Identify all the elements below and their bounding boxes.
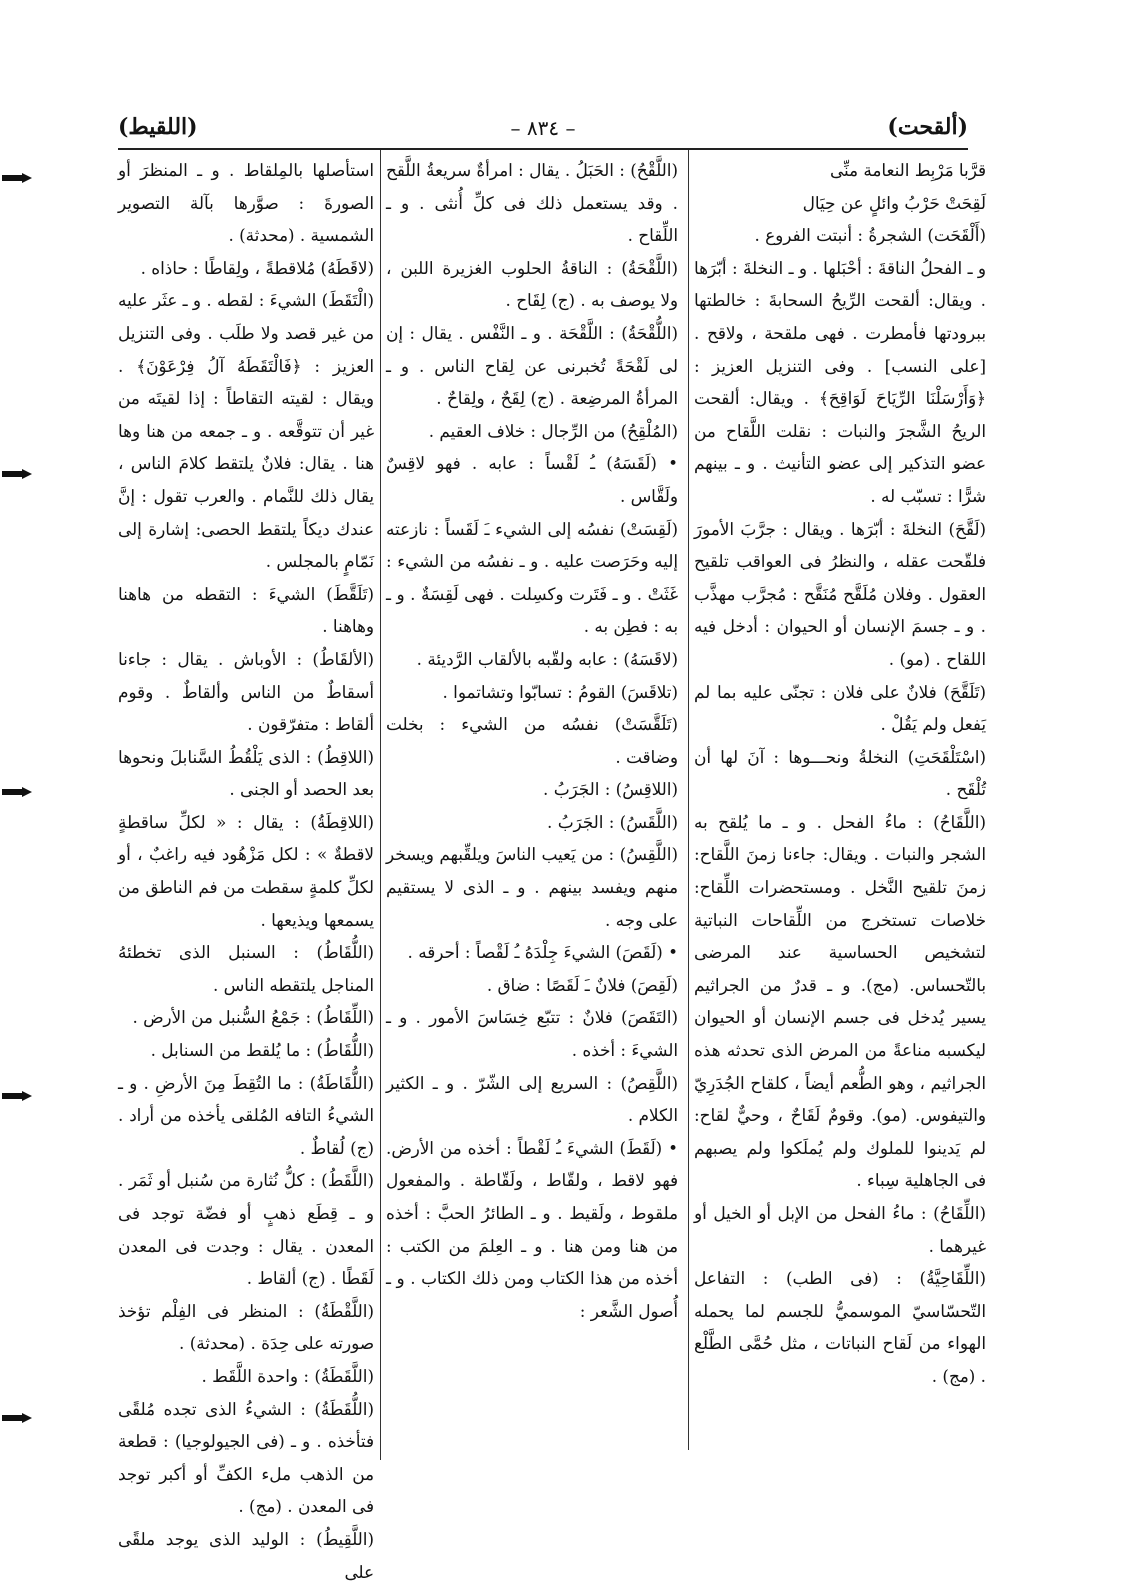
entry: استأصلها بالمِلقاط . و ـ المنظرَ أو الصورةَ : صوَّرها بآلة التصوير الشمسية . (محدثة) . xyxy=(118,160,374,246)
entry: (اللُّقَطَةُ) : الشيءُ الذى تجده مُلقًى فتأخذه . و ـ (فى الجيولوجيا) : قطعة من الذهب ملء الكفِّ أو أكبر توجد فى المعدن . (مج) . xyxy=(118,1398,374,1517)
margin-arrow-icon xyxy=(2,1413,32,1423)
page-number: – ٨٣٤ – xyxy=(510,116,576,140)
margin-arrow-icon xyxy=(2,787,32,797)
entry: (لَقَّحَ) النخلةَ : أبّرَها . ويقال : جرَّبَ الأمورَ فلقّحت عقله ، والنظرُ فى العواقب تلقيح العقول . وفلان مُلَقَّح مُنَقَّح : مُجرَّب مهذَّب . و ـ جسمَ الإنسان أو الحيوان : أدخل فيه اللقاح . (مو) . xyxy=(694,518,986,669)
page-header xyxy=(118,104,968,148)
entry: قرَّبا مَرْبِط النعامة منِّى xyxy=(830,160,986,180)
entry: (لَقِسَتْ) نفسُه إلى الشيء ـَ لَقَساً : نازعته إليه وحَرَصت عليه . و ـ نفسُه من الشيء : غَثَتْ . و ـ فَتَرت وكسِلت . فهى لَقِسَةٌ . و ـ به : فطِن به . xyxy=(386,518,678,637)
entry: (الْتَقَطَ) الشيءَ : لقطه . و ـ عثَر عليه من غير قصد ولا طلَب . وفى التنزيل العزيز : ﴿فَالْتَقَطَهُ آلُ فِرْعَوْنَ﴾ . ويقال : لقيته التقاطاً : إذا لقيتَه من غير أن تتوقَّعه . و ـ جمعه من هنا وها هنا . يقال: فلانٌ يلتقط كلامَ الناس ، يقال ذلك للنَّمام . والعرب تقول : إنَّ عندك ديكاً يلتقط الحصى: إشارة إلى نَمّامٍ بالمجلس . xyxy=(118,290,374,572)
entry: (اللَّقِيطُ) : الوليد الذى يوجد ملقًى على xyxy=(118,1528,374,1582)
entry: (اللاقِطُ) : الذى يَلْقُطُ السَّنابلَ ونحوها بعد الحصد أو الجنى . xyxy=(118,746,374,800)
entry: (اللَّقَطُ) : كلُّ نُثارة من سُنبل أو ثَمَر . و ـ قِطَع ذهبٍ أو فضّة توجد فى المعدن . يقال : وجدت فى المعدن لَقَطًا . (ج) ألقاط . xyxy=(118,1170,374,1289)
entry: (المُلْقِحُ) من الرِّجال : خلاف العقيم . xyxy=(428,420,678,441)
entry: (اللَّقْحُ) : الحَبَلُ . يقال : امرأةٌ سريعةُ اللَّقح . وقد يستعمل ذلك فى كلِّ أُنثى . و ـ اللِّقاح . xyxy=(385,160,678,246)
entry: و ـ الفحلُ الناقةَ : أحْبَلها . و ـ النخلةَ : أبّرَها . ويقال: ألقحت الرِّيحُ السحابةَ : خالطتها ببرودتها فأمطرت . فهى ملقحة ، ولاقح . [على النسب] . وفى التنزيل العزيز : ﴿وَأَرْسَلْنَا الرِّيَاحَ لَوَاقِحَ﴾ . ويقال: ألقحت الريحُ الشَّجرَ والنبات : نقلت اللَّقاح من عضو التذكير إلى عضو التأنيث . و ـ بينهم شرًّا : تسبّب له . xyxy=(694,257,986,506)
entry: (أَلْقَحَت) الشجرةُ : أنبتت الفروع . xyxy=(754,225,986,246)
entry: (اللِّقَاطُ) : جَمْعُ السُّنبل من الأرض . xyxy=(132,1007,374,1028)
entry: (اللَّقَسُ) : الجَرَبُ . xyxy=(547,811,678,832)
column-divider-left xyxy=(380,150,381,1460)
column-right xyxy=(694,154,986,1484)
entry: (التَقَصَ) فلانٌ : تتبّع خِسَاسَ الأمور . و ـ الشيءَ : أخذه . xyxy=(386,1007,678,1061)
entry: (اللَّقِصُ) : السريع إلى الشّرّ . و ـ الكثير الكلام . xyxy=(386,1072,678,1126)
margin-arrow-icon xyxy=(2,469,32,479)
entry: (اللِّقَاحِيَّةُ) : (فى الطب) : التفاعل التّحسّاسيّ الموسميُّ للجسم لما يحمله الهواء من لَقاح النباتات ، مثل حُمَّى الطَّلْع . (مج) . xyxy=(694,1268,986,1386)
entry: (اللُّقَاطُ) : السنبل الذى تخطئهُ المناجل يلتقطه الناس . xyxy=(118,942,374,995)
entry: لَقِحَتْ حَرْبُ وائلٍ عن حِيَال xyxy=(802,192,986,213)
entry: (اللِّقَاحُ) : ماءُ الفحل من الإبل أو الخيل أو غيرهما . xyxy=(694,1203,986,1256)
entry: • (لَقَصَ) الشيءَ جِلْدَهُ ـُ لَقْصاً : أحرقه . xyxy=(407,942,678,963)
column-middle xyxy=(386,154,678,1484)
guide-word-right: (ألقحت) xyxy=(887,114,968,140)
entry: (لاقَسَهُ) : عابه ولقّبه بالألقاب الرَّديئة . xyxy=(416,648,678,669)
entry: (تَلَقَّحَ) فلانٌ على فلان : تجنّى عليه بما لم يَفعل ولم يَقُلْ . xyxy=(694,681,986,735)
entry: (اللَّقْطَةُ) : المنظر فى الفِلْم تؤخذ صورته على حِدَة . (محدثة) . xyxy=(118,1300,374,1354)
entry: (لاقَطَهُ) مُلاقطةً ، ولِقاطًا : حاذاه . xyxy=(140,257,374,278)
entry: (اللَّقْحَةُ) : الناقةُ الحلوب الغزيرة اللبن ، ولا يوصف به . (ج) لِقَاح . xyxy=(386,257,678,311)
entry: (اللاقِسُ) : الجَرَبُ . xyxy=(543,779,678,800)
entry: (اللَّقَاحُ) : ماءُ الفحل . و ـ ما يُلقح به الشجر والنبات . ويقال: جاءنا زمنَ اللَّقاح: زمنَ تلقيح النَّخل . ومستحضرات اللِّقاح: خلاصات تستخرج من اللِّقاحات النباتية لتشخيص الحساسية عند المرضى بالتّحساس. (مج). و ـ قدرٌ من الجراثيم يسير يُدخل فى جسم الإنسان أو الحيوان ليكسبه مناعةً من المرض الذى تحدثه هذه الجراثيم ، وهو الطُّعم أيضاً ، كلقاح الجُدَرِيّ والتيفوس. (مو). وقومٌ لَقَاحٌ ، وحيٌّ لقاح: لم يَدينوا للملوك ولم يُملَكوا ولم يصبهم فى الجاهلية سِباء . xyxy=(694,811,986,1191)
margin-arrow-icon xyxy=(2,173,32,183)
entry: (تَلَقَّسَتْ) نفسُه من الشيء : بخلت وضاقت . xyxy=(386,714,678,767)
entry: (اللاقِطَةُ) : يقال : « لكلِّ ساقطةٍ لاقطةٌ » : لكل مَزْهُود فيه راغبٌ ، أو لكلِّ كلمةٍ سقطت من فم الناطق من يسمعها ويذيعها . xyxy=(118,811,374,930)
entry: (تَلَقَّطَ) الشيءَ : التقطه من هاهنا وهاهنا . xyxy=(118,583,374,637)
entry: (لَقِصَ) فلانٌ ـَ لَقَصًا : ضاق . xyxy=(486,974,678,995)
entry: (اللُّقَاطَةُ) : ما التُقِطَ مِنَ الأرضِ . و ـ الشيءُ التافه المُلقى يأخذه من أراد . (ج) لُقاطٌ . xyxy=(118,1072,374,1158)
entry: (اسْتَلْقَحَتِ) النخلةُ ونحـــوها : آنَ لها أن تُلْقَح . xyxy=(694,746,986,800)
entry: • (لَقَسَهُ) ـُ لَقْساً : عابه . فهو لاقِسٌ ولَقَّاس . xyxy=(386,453,678,506)
entry: (اللُّقْحَةُ) : اللَّقْحَة . و ـ النَّفْس . يقال : إن لى لَقْحَةً تُخبرنى عن لِقاح الناس . و ـ المرأةُ المرضِعة . (ج) لِقَحٌ ، ولِقاحٌ . xyxy=(386,322,678,409)
entry: (الألقَاطُ) : الأوباش . يقال : جاءنا أسقاطٌ من الناس وألقاطٌ . وقوم ألقاط : متفرّقون . xyxy=(118,648,374,735)
column-divider-right xyxy=(688,150,689,1450)
margin-arrow-icon xyxy=(2,1091,32,1101)
entry: (اللَّقَطَةُ) : واحدة اللَّقَط . xyxy=(201,1365,374,1386)
entry: (اللُّقَاطُ) : ما يُلقط من السنابل . xyxy=(150,1040,374,1061)
entry: (تلاقَسَ) القومُ : تسابّوا وتشاتموا . xyxy=(442,681,678,702)
column-left xyxy=(118,154,374,1582)
guide-word-left: (اللقيط) xyxy=(118,114,198,140)
entry: • (لَقَطَ) الشيءَ ـُ لَقْطاً : أخذه من الأرض. فهو لاقط ، ولقّاط ، ولَقّاطة . والمفعول ملقوط ، ولَقيط . و ـ الطائرُ الحبَّ : أخذه من هنا ومن هنا . و ـ العِلمَ من الكتب : أخذه من هذا الكتاب ومن ذلك الكتاب . و ـ أُصول الشَّعر : xyxy=(386,1137,678,1321)
header-rule xyxy=(118,148,968,150)
entry: (اللَّقِسُ) : من يَعيب الناسَ ويلقِّبهم ويسخر منهم ويفسد بينهم . و ـ الذى لا يستقيم على وجه . xyxy=(386,844,678,930)
